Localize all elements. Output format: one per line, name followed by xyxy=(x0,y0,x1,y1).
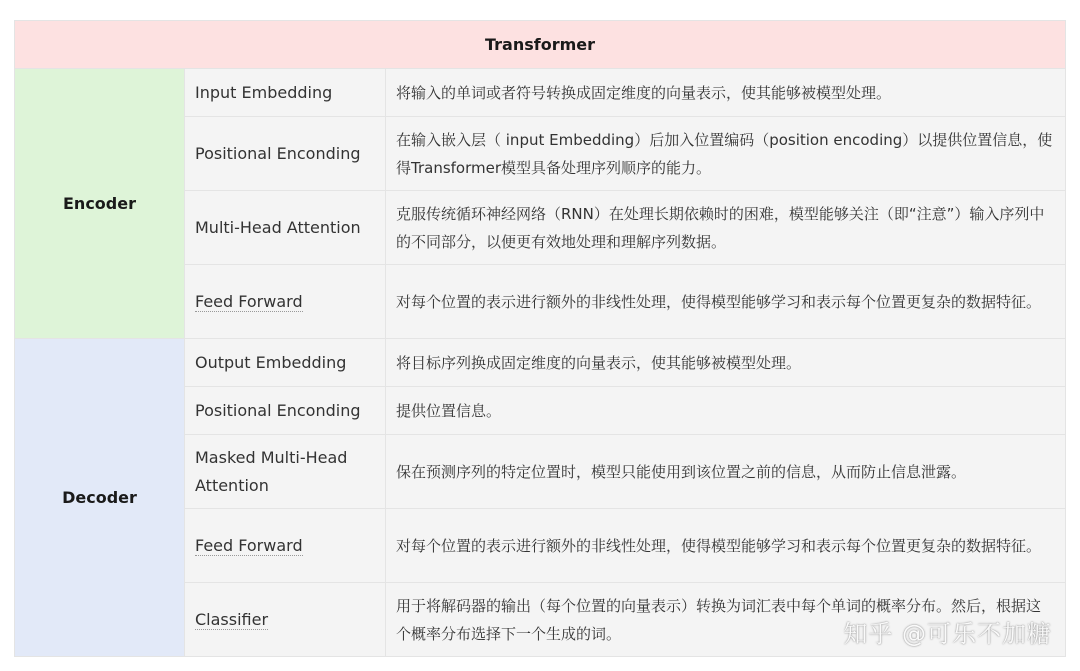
component-name: Multi-Head Attention xyxy=(185,191,386,265)
component-name: Masked Multi-Head Attention xyxy=(185,435,386,509)
transformer-table xyxy=(14,20,1066,657)
component-description: 将目标序列换成固定维度的向量表示，使其能够被模型处理。 xyxy=(386,339,1066,387)
component-description: 提供位置信息。 xyxy=(386,387,1066,435)
component-description: 对每个位置的表示进行额外的非线性处理，使得模型能够学习和表示每个位置更复杂的数据特征。 xyxy=(386,509,1066,583)
component-description: 在输入嵌入层（ input Embedding）后加入位置编码（position encoding）以提供位置信息，使得Transformer模型具备处理序列顺序的能力。 xyxy=(386,117,1066,191)
component-name: Input Embedding xyxy=(185,69,386,117)
component-description: 对每个位置的表示进行额外的非线性处理，使得模型能够学习和表示每个位置更复杂的数据特征。 xyxy=(386,265,1066,339)
decoder-group-label: Decoder xyxy=(15,339,185,657)
component-description: 克服传统循环神经网络（RNN）在处理长期依赖时的困难，模型能够关注（即“注意”）输入序列中的不同部分，以便更有效地处理和理解序列数据。 xyxy=(386,191,1066,265)
table-title: Transformer xyxy=(15,21,1066,69)
table-row xyxy=(15,69,1066,117)
component-cell xyxy=(185,583,386,657)
component-link[interactable]: Classifier xyxy=(195,609,269,629)
component-description: 将输入的单词或者符号转换成固定维度的向量表示，使其能够被模型处理。 xyxy=(386,69,1066,117)
encoder-group-label: Encoder xyxy=(15,69,185,339)
component-description: 保在预测序列的特定位置时，模型只能使用到该位置之前的信息，从而防止信息泄露。 xyxy=(386,435,1066,509)
component-name: Output Embedding xyxy=(185,339,386,387)
component-name: Positional Enconding xyxy=(185,117,386,191)
component-name: Positional Enconding xyxy=(185,387,386,435)
component-description: 用于将解码器的输出（每个位置的向量表示）转换为词汇表中每个单词的概率分布。然后，根据这个概率分布选择下一个生成的词。 xyxy=(386,583,1066,657)
component-link[interactable]: Feed Forward xyxy=(195,291,303,311)
component-cell xyxy=(185,265,386,339)
table-row xyxy=(15,339,1066,387)
watermark: 知乎 @可乐不加糖 xyxy=(843,620,1052,648)
component-cell xyxy=(185,509,386,583)
title-row xyxy=(15,21,1066,69)
component-link[interactable]: Feed Forward xyxy=(195,535,303,555)
